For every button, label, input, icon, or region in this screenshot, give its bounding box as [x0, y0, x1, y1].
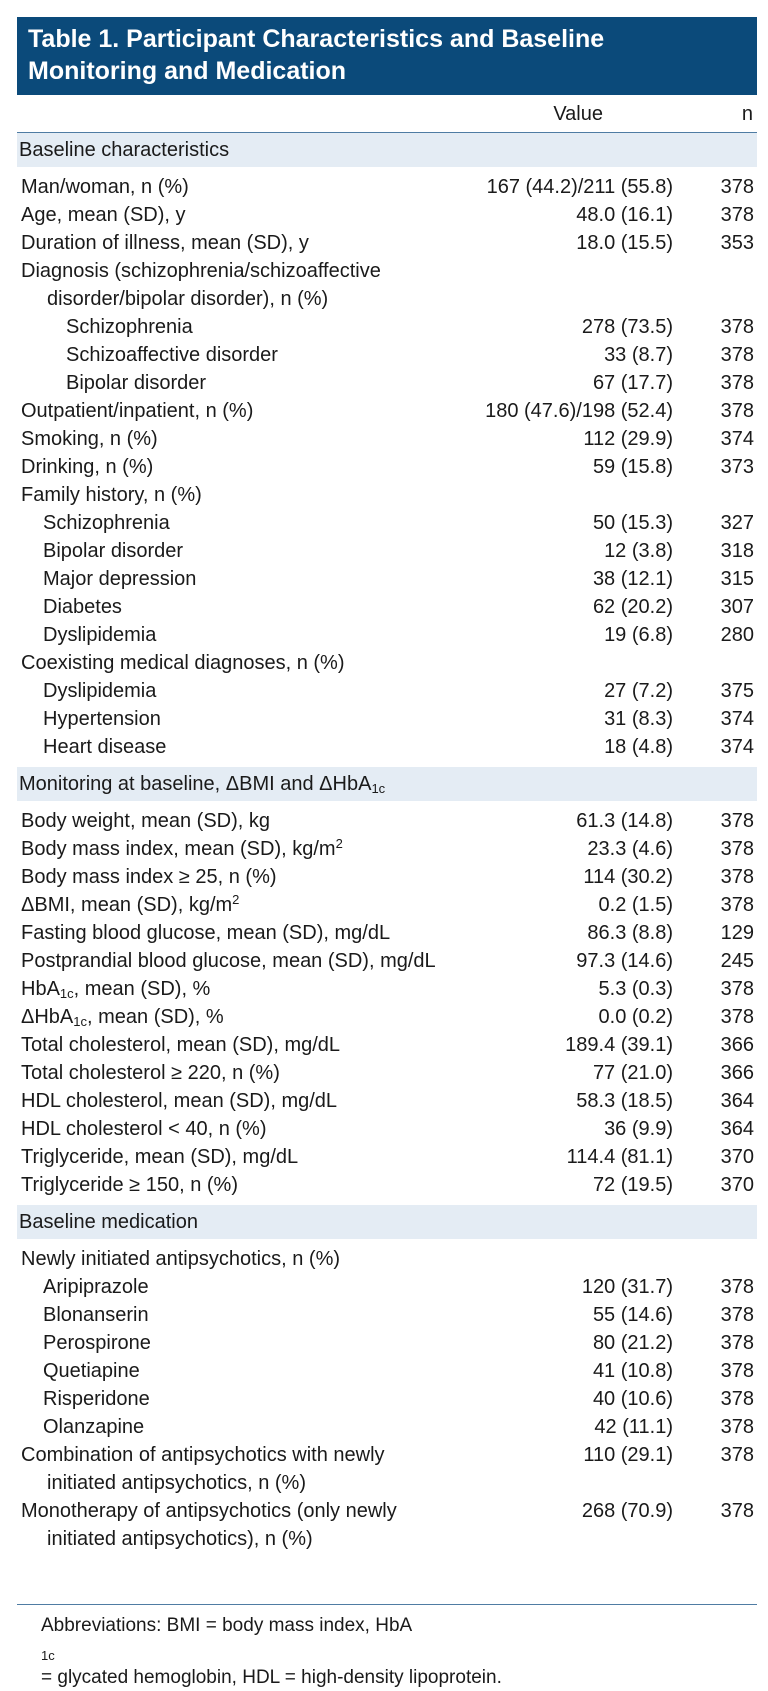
- row-label: Man/woman, n (%): [21, 176, 189, 198]
- table-row: [17, 891, 757, 919]
- table-row: [17, 201, 757, 229]
- row-label: Age, mean (SD), y: [21, 204, 186, 226]
- row-value: 59 (15.8): [592, 456, 673, 478]
- row-label-superscript: 2: [232, 892, 240, 907]
- row-value: 97.3 (14.6): [576, 950, 673, 972]
- row-label: Fasting blood glucose, mean (SD), mg/dL: [21, 922, 391, 944]
- row-label: Risperidone: [43, 1388, 150, 1410]
- row-value: 180 (47.6)/198 (52.4): [485, 400, 673, 422]
- characteristics-table: [17, 95, 757, 1553]
- row-label: Dyslipidemia: [43, 624, 157, 646]
- table-row: [17, 1003, 757, 1031]
- row-n: 378: [720, 866, 754, 888]
- table-row: [17, 453, 757, 481]
- row-label: HDL cholesterol < 40, n (%): [21, 1118, 267, 1140]
- row-value: 77 (21.0): [592, 1062, 673, 1084]
- row-n: 378: [720, 1276, 754, 1298]
- row-value: 61.3 (14.8): [576, 810, 673, 832]
- row-value: 23.3 (4.6): [587, 838, 673, 860]
- row-label: Postprandial blood glucose, mean (SD), mg/dL: [21, 950, 436, 972]
- table-row: [17, 229, 757, 257]
- row-value: 112 (29.9): [583, 428, 673, 450]
- row-value: 33 (8.7): [604, 344, 673, 366]
- row-label: Body mass index ≥ 25, n (%): [21, 866, 277, 888]
- table-title-line-2: Monitoring and Medication: [28, 57, 347, 85]
- row-label-subscript: 1c: [59, 986, 74, 1001]
- table-row: [17, 1171, 757, 1199]
- row-value: 120 (31.7): [581, 1276, 673, 1298]
- row-n: 378: [720, 1416, 754, 1438]
- row-label: [17, 835, 452, 863]
- row-n: 378: [720, 1360, 754, 1382]
- row-value: 58.3 (18.5): [576, 1090, 673, 1112]
- row-n: 374: [720, 428, 754, 450]
- row-label: Diabetes: [43, 596, 122, 618]
- row-value: 40 (10.6): [592, 1388, 673, 1410]
- row-label: Major depression: [43, 568, 197, 590]
- row-n: 375: [720, 680, 754, 702]
- row-label-text: Body mass index, mean (SD), kg/m: [21, 838, 336, 860]
- row-value: 278 (73.5): [581, 316, 673, 338]
- table-row: [17, 677, 757, 705]
- row-label-text-tail: , mean (SD), %: [73, 978, 211, 1000]
- column-header-value: Value: [553, 103, 603, 125]
- row-n: 378: [720, 810, 754, 832]
- row-n: 378: [720, 978, 754, 1000]
- table-row: [17, 947, 757, 975]
- row-n: 378: [720, 894, 754, 916]
- row-n: 378: [720, 1388, 754, 1410]
- row-label-text: ΔBMI, mean (SD), kg/m: [21, 894, 233, 916]
- row-label: Dyslipidemia: [43, 680, 157, 702]
- table-row: [17, 919, 757, 947]
- row-n: 366: [720, 1062, 754, 1084]
- section-monitoring-text: Monitoring at baseline, ΔBMI and ΔHbA: [19, 773, 372, 795]
- row-n: 315: [720, 568, 754, 590]
- row-label: Total cholesterol, mean (SD), mg/dL: [21, 1034, 341, 1056]
- table-row: [17, 1497, 757, 1553]
- section-monitoring-at-baseline: [17, 767, 757, 801]
- table-row: [17, 1301, 757, 1329]
- table-title-line-1: Table 1. Participant Characteristics and Baseline: [28, 25, 605, 53]
- table-row: [17, 341, 757, 369]
- row-label: Triglyceride ≥ 150, n (%): [21, 1174, 238, 1196]
- section-baseline-characteristics: Baseline characteristics: [17, 133, 757, 167]
- section-monitoring-subscript: 1c: [371, 781, 386, 796]
- row-n: 245: [720, 950, 754, 972]
- table-title: [17, 17, 757, 95]
- row-n: 378: [720, 400, 754, 422]
- row-n: 378: [720, 1304, 754, 1326]
- row-label: Triglyceride, mean (SD), mg/dL: [21, 1146, 299, 1168]
- table-row: [17, 257, 757, 313]
- row-label: Olanzapine: [43, 1416, 145, 1438]
- table-row: [17, 807, 757, 835]
- table-row: [17, 1329, 757, 1357]
- table-row: [17, 1273, 757, 1301]
- footnote-text-tail: = glycated hemoglobin, HDL = high-density lipoprotein.: [41, 1667, 502, 1688]
- row-value: 18.0 (15.5): [576, 232, 673, 254]
- row-n: 378: [720, 1006, 754, 1028]
- table-row: [17, 369, 757, 397]
- row-label: [17, 975, 452, 1003]
- row-n: 353: [720, 232, 754, 254]
- row-label: Schizophrenia: [43, 512, 170, 534]
- table-row: [17, 1357, 757, 1385]
- row-value: 167 (44.2)/211 (55.8): [486, 176, 673, 198]
- row-value: 5.3 (0.3): [598, 978, 673, 1000]
- section-baseline-medication: Baseline medication: [17, 1205, 757, 1239]
- row-value: 27 (7.2): [604, 680, 673, 702]
- table-row: [17, 397, 757, 425]
- row-label-superscript: 2: [335, 836, 343, 851]
- row-n: 366: [720, 1034, 754, 1056]
- row-value: 72 (19.5): [592, 1174, 673, 1196]
- table-row: [17, 313, 757, 341]
- row-label: Schizophrenia: [66, 316, 193, 338]
- row-value: 42 (11.1): [594, 1416, 673, 1438]
- table-row: [17, 835, 757, 863]
- table-row: [17, 1245, 757, 1273]
- row-label: Coexisting medical diagnoses, n (%): [21, 652, 345, 674]
- row-label: Body weight, mean (SD), kg: [21, 810, 270, 832]
- row-label: [17, 1003, 452, 1031]
- row-n: 373: [720, 456, 754, 478]
- row-value: 55 (14.6): [592, 1304, 673, 1326]
- row-label: Blonanserin: [43, 1304, 149, 1326]
- row-n: 129: [720, 922, 754, 944]
- row-label: Bipolar disorder: [66, 372, 207, 394]
- table-row: [17, 1059, 757, 1087]
- row-label: [17, 891, 452, 919]
- row-label: Combination of antipsychotics with newly initiated antipsychotics, n (%): [21, 1444, 385, 1494]
- row-label: Outpatient/inpatient, n (%): [21, 400, 254, 422]
- row-n: 378: [720, 344, 754, 366]
- row-label-subscript: 1c: [73, 1014, 87, 1029]
- table-row: [17, 565, 757, 593]
- row-value: 19 (6.8): [604, 624, 673, 646]
- table-row: [17, 425, 757, 453]
- row-label: Newly initiated antipsychotics, n (%): [21, 1248, 341, 1270]
- row-n: 378: [720, 372, 754, 394]
- table-row: [17, 1087, 757, 1115]
- row-label: Total cholesterol ≥ 220, n (%): [21, 1062, 280, 1084]
- footnote-text: Abbreviations: BMI = body mass index, HbA: [41, 1615, 413, 1636]
- table-row: [17, 1143, 757, 1171]
- row-value: 12 (3.8): [604, 540, 673, 562]
- row-label-text-tail: , mean (SD), %: [87, 1006, 224, 1028]
- row-label: Smoking, n (%): [21, 428, 158, 450]
- row-n: 374: [720, 708, 754, 730]
- row-value: 80 (21.2): [592, 1332, 673, 1354]
- table-row: [17, 1385, 757, 1413]
- row-n: 374: [720, 736, 754, 758]
- row-label-text: ΔHbA: [21, 1006, 74, 1028]
- row-n: 364: [720, 1118, 754, 1140]
- row-n: 378: [720, 176, 754, 198]
- row-n: 364: [720, 1090, 754, 1112]
- row-n: 318: [720, 540, 754, 562]
- table-row: [17, 1413, 757, 1441]
- row-label: Hypertension: [43, 708, 161, 730]
- row-n: 307: [720, 596, 754, 618]
- row-value: 31 (8.3): [604, 708, 673, 730]
- table-row: [17, 705, 757, 733]
- row-n: 280: [720, 624, 754, 646]
- row-label: Bipolar disorder: [43, 540, 184, 562]
- row-value: 18 (4.8): [604, 736, 673, 758]
- row-value: 67 (17.7): [592, 372, 673, 394]
- table-row: [17, 537, 757, 565]
- table-row: [17, 863, 757, 891]
- row-label: Monotherapy of antipsychotics (only newly initiated antipsychotics), n (%): [21, 1500, 397, 1550]
- row-value: 38 (12.1): [592, 568, 673, 590]
- footnote-abbreviations: [21, 1613, 753, 1691]
- column-header-row: [17, 95, 757, 132]
- row-label: Diagnosis (schizophrenia/schizoaffective disorder/bipolar disorder), n (%): [21, 260, 381, 310]
- table-row: [17, 173, 757, 201]
- table-row: [17, 481, 757, 509]
- table-row: [17, 975, 757, 1003]
- row-value: 62 (20.2): [592, 596, 673, 618]
- row-label: Heart disease: [43, 736, 167, 758]
- footnote-subscript: 1c: [41, 1648, 55, 1663]
- table-row: [17, 649, 757, 677]
- row-value: 110 (29.1): [583, 1444, 673, 1466]
- table-row: [17, 509, 757, 537]
- row-label: Duration of illness, mean (SD), y: [21, 232, 309, 254]
- table-row: [17, 1031, 757, 1059]
- row-label: HDL cholesterol, mean (SD), mg/dL: [21, 1090, 338, 1112]
- row-value: 41 (10.8): [592, 1360, 673, 1382]
- row-value: 86.3 (8.8): [587, 922, 673, 944]
- row-label: Perospirone: [43, 1332, 151, 1354]
- column-header-n: n: [741, 103, 753, 125]
- row-n: 378: [720, 1444, 754, 1466]
- row-label: Aripiprazole: [43, 1276, 149, 1298]
- row-value: 114.4 (81.1): [566, 1146, 673, 1168]
- row-n: 370: [720, 1174, 754, 1196]
- row-label: Family history, n (%): [21, 484, 202, 506]
- row-n: 370: [720, 1146, 754, 1168]
- row-value: 0.2 (1.5): [598, 894, 673, 916]
- row-n: 378: [720, 204, 754, 226]
- row-label: Schizoaffective disorder: [66, 344, 278, 366]
- row-value: 48.0 (16.1): [576, 204, 673, 226]
- row-value: 50 (15.3): [592, 512, 673, 534]
- table-footnote: [17, 1604, 757, 1691]
- row-value: 36 (9.9): [604, 1118, 673, 1140]
- table-row: [17, 1115, 757, 1143]
- table-row: [17, 733, 757, 761]
- row-value: 0.0 (0.2): [598, 1006, 673, 1028]
- row-label: Drinking, n (%): [21, 456, 154, 478]
- row-n: 378: [720, 1332, 754, 1354]
- row-n: 378: [720, 1500, 754, 1522]
- table-row: [17, 593, 757, 621]
- row-n: 378: [720, 316, 754, 338]
- row-value: 268 (70.9): [581, 1500, 673, 1522]
- row-n: 327: [720, 512, 754, 534]
- table-row: [17, 1441, 757, 1497]
- row-value: 114 (30.2): [583, 866, 673, 888]
- row-n: 378: [720, 838, 754, 860]
- table-row: [17, 621, 757, 649]
- row-value: 189.4 (39.1): [565, 1034, 673, 1056]
- row-label-text: HbA: [21, 978, 60, 1000]
- row-label: Quetiapine: [43, 1360, 140, 1382]
